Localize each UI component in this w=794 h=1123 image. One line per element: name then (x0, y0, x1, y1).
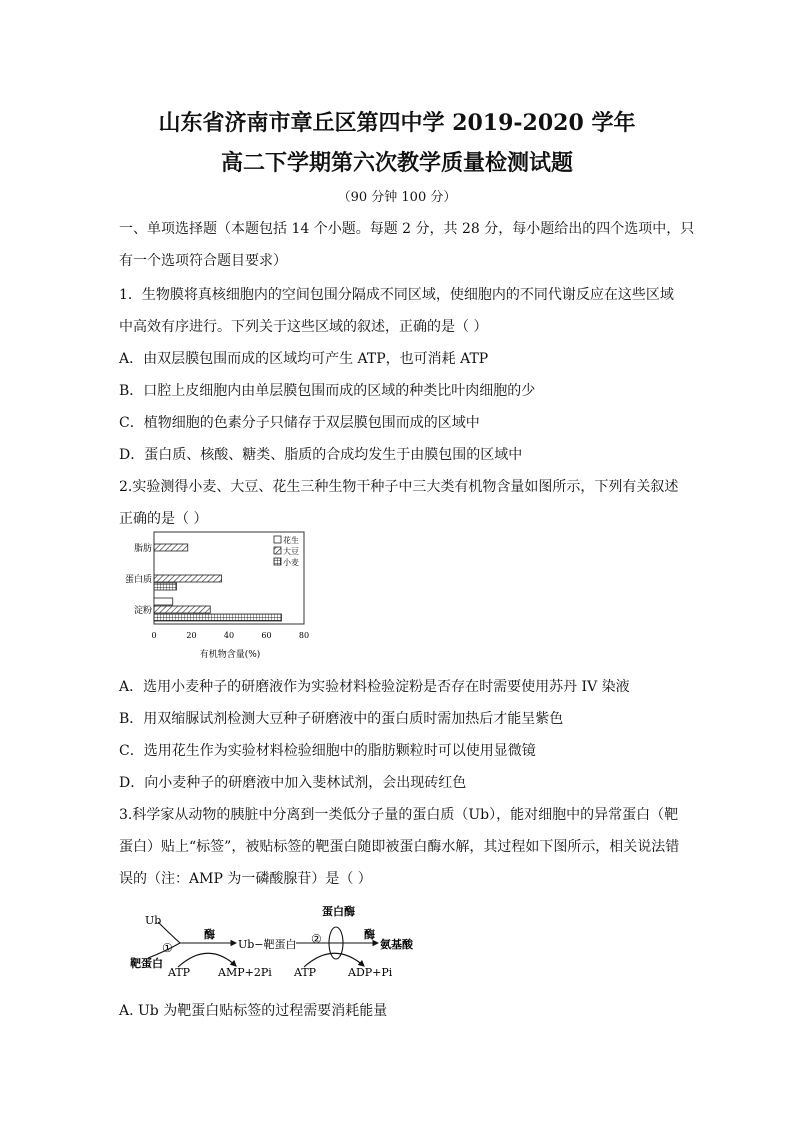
q1-option-b: B．口腔上皮细胞内由单层膜包围而成的区域的种类比叶肉细胞的少 (119, 383, 536, 399)
x-tick-label: 80 (298, 631, 310, 640)
ub-label: Ub (145, 914, 162, 927)
atp2-label: ATP (294, 966, 317, 979)
exam-subtitle: （90 分钟 100 分） (337, 190, 457, 205)
products1-label: AMP+2Pi (218, 966, 272, 979)
q2-option-d: D．向小麦种子的研磨液中加入斐林试剂，会出现砖红色 (119, 775, 467, 791)
section-intro-line2: 有一个选项符合题目要求） (119, 253, 287, 269)
category-label: 淀粉 (133, 606, 152, 616)
q1-option-d: D．蛋白质、核酸、糖类、脂质的合成均发生于由膜包围的区域中 (119, 447, 523, 463)
q2-option-a: A．选用小麦种子的研磨液作为实验材料检验淀粉是否存在时需要使用苏丹 IV 染液 (119, 679, 630, 695)
q2-option-c: C．选用花生作为实验材料检验细胞中的脂肪颗粒时可以使用显微镜 (119, 743, 536, 759)
protease-label: 蛋白酶 (322, 905, 355, 918)
legend-swatch (274, 536, 281, 543)
bar-2-2 (154, 614, 282, 621)
legend-label: 大豆 (283, 547, 299, 556)
x-tick-label: 0 (151, 631, 157, 640)
section-intro-line1: 一、单项选择题（本题包括 14 个小题。每题 2 分，共 28 分，每小题给出的四个选项中，只 (119, 221, 695, 237)
amino-acid-label: 氨基酸 (380, 938, 413, 951)
q3-option-a: A. Ub 为靶蛋白贴标签的过程需要消耗能量 (119, 1003, 388, 1019)
step1-label: ① (162, 941, 173, 955)
atp1-curve (178, 953, 236, 967)
bar-2-1 (154, 606, 210, 613)
legend-label: 花生 (283, 536, 299, 545)
q2-stem-line1: 2.实验测得小麦、大豆、花生三种生物干种子中三大类有机物含量如图所示，下列有关叙述 (119, 479, 679, 495)
q1-option-c: C．植物细胞的色素分子只储存于双层膜包围而成的区域中 (119, 415, 480, 431)
bar-0-1 (154, 544, 188, 551)
ub-join-line (158, 922, 180, 943)
enzyme2-label: 酶 (364, 928, 375, 941)
enzyme1-label: 酶 (204, 928, 215, 941)
q1-stem-line1: 1．生物膜将真核细胞内的空间包围分隔成不同区域，使细胞内的不同代谢反应在这些区域 (119, 287, 674, 303)
organic-content-bar-chart (118, 524, 318, 664)
exam-title-line2: 高二下学期第六次教学质量检测试题 (220, 150, 573, 176)
x-tick-label: 20 (186, 631, 197, 640)
products2-label: ADP+Pi (348, 966, 393, 979)
target-protein-label: 靶蛋白 (130, 957, 163, 970)
exam-title-line1: 山东省济南市章丘区第四中学 2019-2020 学年 (158, 110, 636, 136)
ubiquitin-process-diagram (118, 900, 458, 990)
legend-label: 小麦 (283, 558, 299, 567)
q3-stem-line1: 3.科学家从动物的胰脏中分离到一类低分子量的蛋白质（Ub），能对细胞中的异常蛋白（靶 (119, 807, 679, 823)
legend-swatch (274, 547, 281, 554)
bar-1-2 (154, 583, 177, 590)
atp2-curve (304, 953, 364, 967)
bar-1-1 (154, 575, 222, 582)
x-tick-label: 60 (261, 631, 272, 640)
complex-label: Ub−靶蛋白 (238, 938, 297, 951)
legend-swatch (274, 558, 281, 565)
q3-stem-line3: 误的（注：AMP 为一磷酸腺苷）是（ ） (119, 871, 372, 887)
category-label: 蛋白质 (124, 575, 152, 585)
atp1-label: ATP (168, 966, 191, 979)
q1-stem-line2: 中高效有序进行。下列关于这些区域的叙述，正确的是（ ） (119, 319, 488, 335)
bar-2-0 (154, 598, 173, 605)
q2-option-b: B．用双缩脲试剂检测大豆种子研磨液中的蛋白质时需加热后才能呈紫色 (119, 711, 564, 727)
q1-option-a: A．由双层膜包围而成的区域均可产生 ATP，也可消耗 ATP (119, 351, 489, 367)
q3-stem-line2: 蛋白）贴上“标签”，被贴标签的靶蛋白随即被蛋白酶水解，其过程如下图所示，相关说法错 (119, 839, 680, 855)
step2-label: ② (311, 932, 322, 946)
chart-x-axis-label: 有机物含量(%) (199, 650, 261, 660)
category-label: 脂肪 (133, 544, 152, 554)
chart-legend (274, 535, 299, 567)
q2-stem-line2: 正确的是（ ） (119, 511, 208, 527)
x-tick-label: 40 (223, 631, 235, 640)
